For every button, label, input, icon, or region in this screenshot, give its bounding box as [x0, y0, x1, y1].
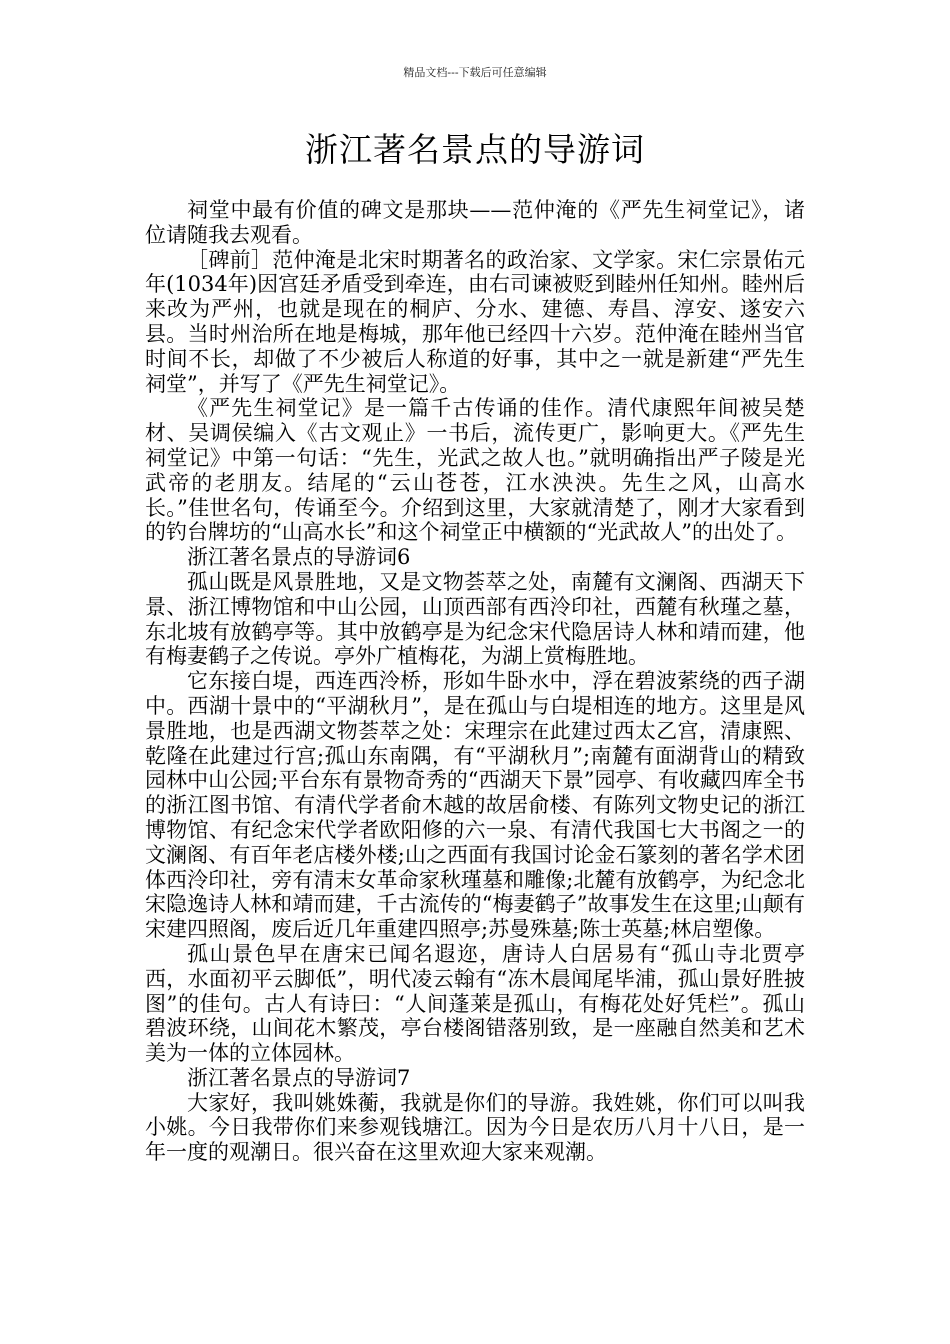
paragraph: 祠堂中最有价值的碑文是那块——范仲淹的《严先生祠堂记》，诸位请随我去观看。 — [145, 198, 805, 247]
paragraph: ［碑前］范仲淹是北宋时期著名的政治家、文学家。宋仁宗景佑元年(1034年)因宫廷矛盾受到牵连，由右司谏被贬到睦州任知州。睦州后来改为严州，也就是现在的桐庐、分水、建德、寿昌、淳安、遂安六县。当时州治所在地是梅城，那年他已经四十六岁。范仲淹在睦州当官时间不长，却做了不少被后人称道的好事，其中之一就是新建“严先生祠堂”，并写了《严先生祠堂记》。 — [145, 247, 805, 396]
paragraph: 《严先生祠堂记》是一篇千古传诵的佳作。清代康熙年间被吴楚材、吴调侯编入《古文观止》一书后，流传更广，影响更大。《严先生祠堂记》中第一句话：“先生，光武之故人也。”就明确指出严子陵是光武帝的老朋友。结尾的“云山苍苍，江水泱泱。先生之风，山高水长。”佳世名句，传诵至今。介绍到这里，大家就清楚了，刚才大家看到的钓台牌坊的“山高水长”和这个祠堂正中横额的“光武故人”的出处了。 — [145, 396, 805, 545]
paragraph: 孤山既是风景胜地，又是文物荟萃之处，南麓有文澜阁、西湖天下景、浙江博物馆和中山公园，山顶西部有西泠印社，西麓有秋瑾之墓，东北坡有放鹤亭等。其中放鹤亭是为纪念宋代隐居诗人林和靖而建，他有梅妻鹤子之传说。亭外广植梅花，为湖上赏梅胜地。 — [145, 569, 805, 669]
paragraph: 大家好，我叫姚姝蘅，我就是你们的导游。我姓姚，你们可以叫我小姚。今日我带你们来参观钱塘江。因为今日是农历八月十八日，是一年一度的观潮日。很兴奋在这里欢迎大家来观潮。 — [145, 1090, 805, 1165]
paragraph: 孤山景色早在唐宋已闻名遐迩，唐诗人白居易有“孤山寺北贾亭西，水面初平云脚低”，明代凌云翰有“冻木晨闻尾毕浦，孤山景好胜披图”的佳句。古人有诗曰：“人间蓬莱是孤山，有梅花处好凭栏”。孤山碧波环绕，山间花木繁茂，亭台楼阁错落别致，是一座融自然美和艺术美为一体的立体园林。 — [145, 941, 805, 1066]
document-title: 浙江著名景点的导游词 — [305, 130, 645, 169]
paragraph: 它东接白堤，西连西泠桥，形如牛卧水中，浮在碧波萦绕的西子湖中。西湖十景中的“平湖秋月”，是在孤山与白堤相连的地方。这里是风景胜地，也是西湖文物荟萃之处：宋理宗在此建过西太乙宫，清康熙、乾隆在此建过行宫;孤山东南隅，有“平湖秋月”;南麓有面湖背山的精致园林中山公园;平台东有景物奇秀的“西湖天下景”园亭、有收藏四库全书的浙江图书馆、有清代学者俞木越的故居俞楼、有陈列文物史记的浙江博物馆、有纪念宋代学者欧阳修的六一泉、有清代我国七大书阁之一的文澜阁、有百年老店楼外楼;山之西面有我国讨论金石篆刻的著名学术团体西泠印社，旁有清末女革命家秋瑾墓和雕像;北麓有放鹤亭，为纪念北宋隐逸诗人林和靖而建，千古流传的“梅妻鹤子”故事发生在这里;山颠有宋建四照阁，废后近几年重建四照亭;苏曼殊墓;陈士英墓;林启塑像。 — [145, 669, 805, 942]
section-heading: 浙江著名景点的导游词7 — [187, 1065, 411, 1090]
document-body — [145, 198, 805, 1165]
section-heading: 浙江著名景点的导游词6 — [187, 545, 411, 570]
header-note: 精品文档---下载后可任意编辑 — [403, 66, 547, 79]
